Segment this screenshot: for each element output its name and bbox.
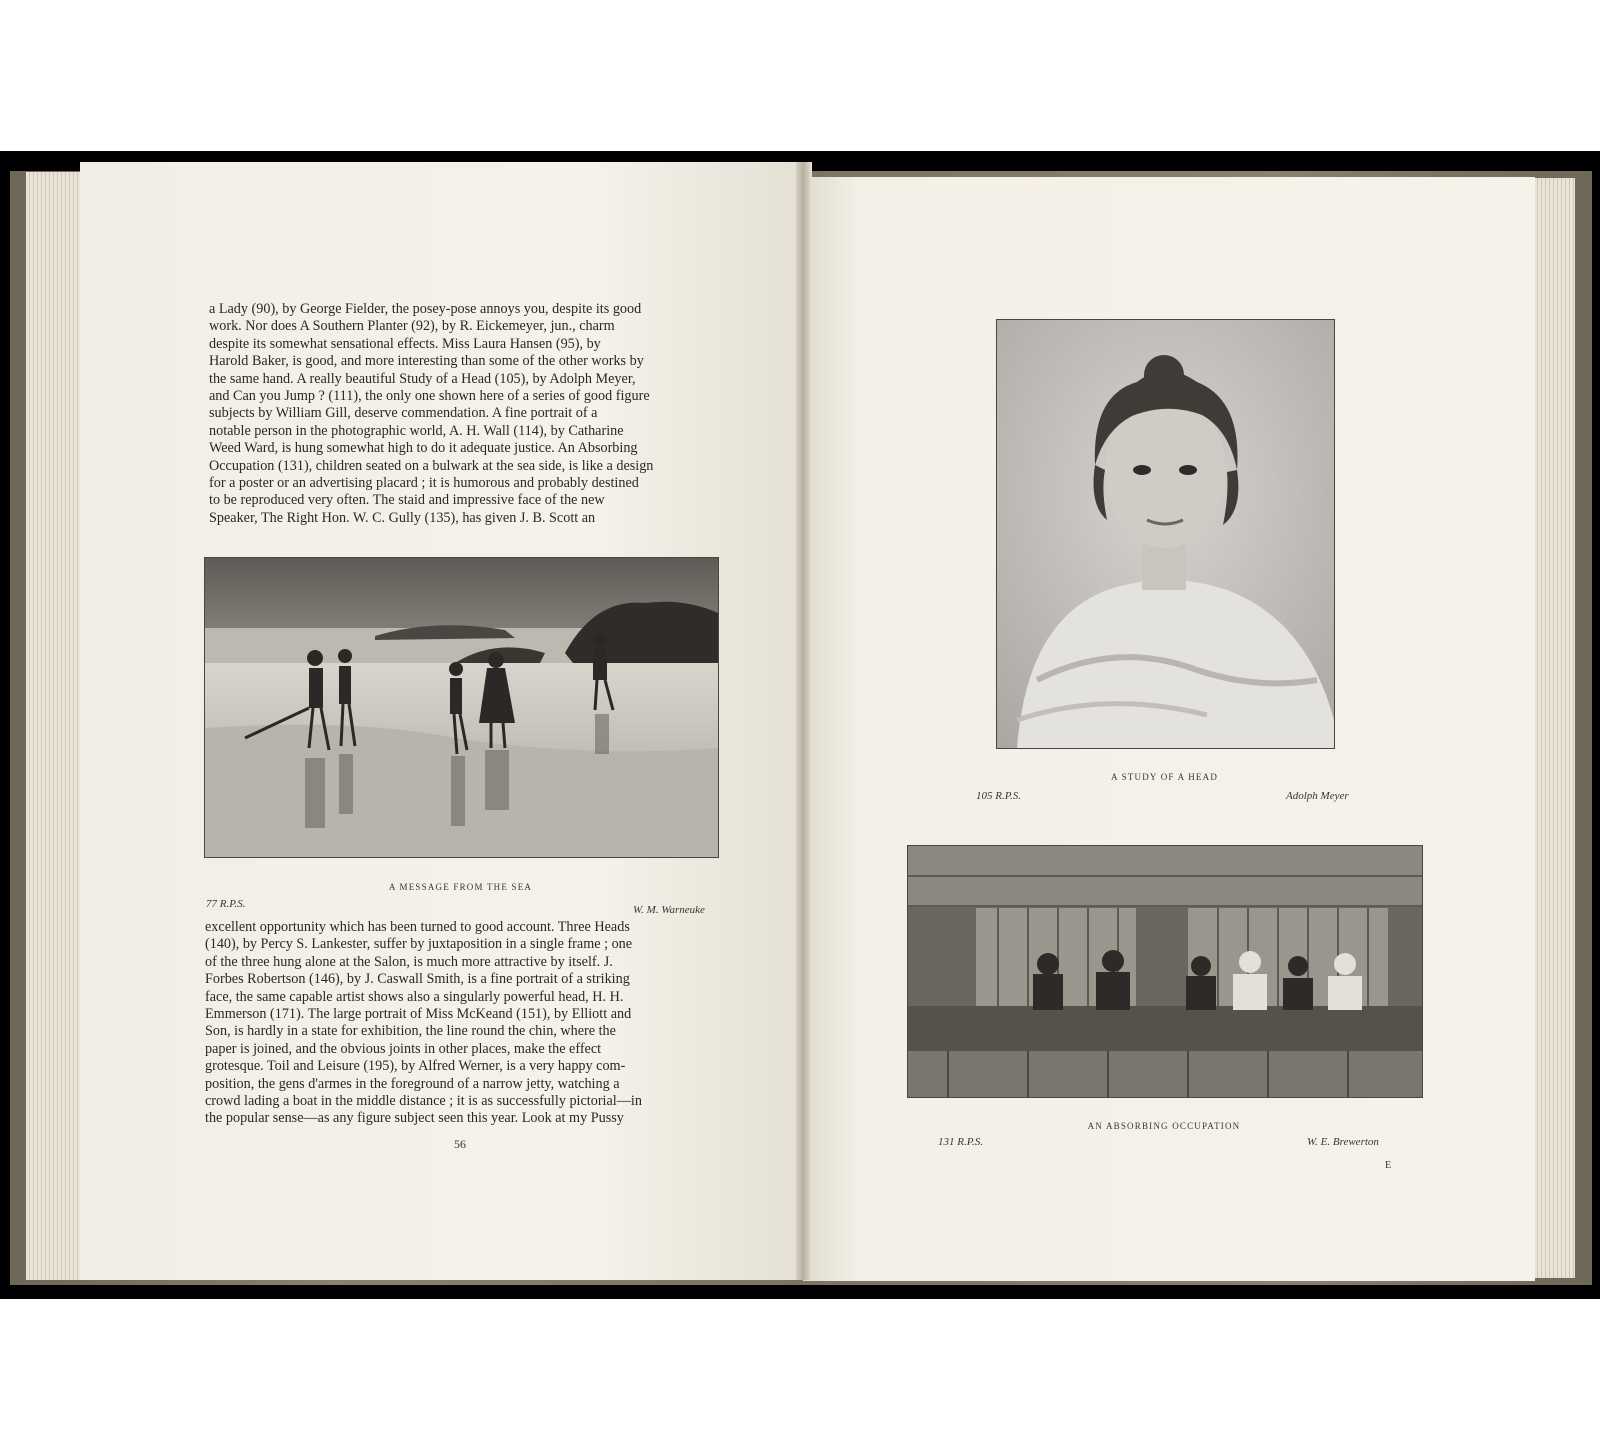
text-line: of the three hung alone at the Salon, is much more attractive by itself. J. (205, 953, 613, 970)
plate-title: A MESSAGE FROM THE SEA (388, 882, 533, 892)
signature-mark: E (1385, 1160, 1392, 1171)
text-line: despite its somewhat sensational effects. Miss Laura Hansen (95), by (209, 335, 601, 352)
text-line: Forbes Robertson (146), by J. Caswall Smith, is a fine portrait of a striking (205, 971, 630, 988)
plate-number: 105 R.P.S. (976, 790, 1022, 802)
text-block-top (209, 301, 723, 527)
text-line: Son, is hardly in a state for exhibition, the line round the chin, where the (205, 1023, 616, 1040)
text-line: notable person in the photographic world, A. H. Wall (114), by Catharine (209, 422, 624, 439)
text-line: face, the same capable artist shows also a singularly powerful head, H. H. (205, 988, 624, 1005)
text-line: a Lady (90), by George Fielder, the posey-pose annoys you, despite its good (209, 301, 642, 317)
page-edges-left (26, 172, 86, 1280)
page-number: 56 (454, 1137, 466, 1151)
text-line: the same hand. A really beautiful Study of a Head (105), by Adolph Meyer, (209, 370, 636, 387)
photo-message-from-the-sea (204, 557, 719, 858)
plate-author: W. M. Warneuke (633, 904, 705, 916)
text-line: Occupation (131), children seated on a bulwark at the sea side, is like a design (209, 457, 654, 474)
text-line: Speaker, The Right Hon. W. C. Gully (135), has given J. B. Scott an (209, 509, 596, 526)
text-line: position, the gens d'armes in the foreground of a narrow jetty, watching a (205, 1075, 620, 1092)
text-block-bottom (205, 919, 719, 1128)
plate-number: 131 R.P.S. (938, 1136, 984, 1148)
plate-title: A STUDY OF A HEAD (1110, 772, 1219, 782)
photo-an-absorbing-occupation (907, 845, 1423, 1098)
text-line: work. Nor does A Southern Planter (92), by R. Eickemeyer, jun., charm (209, 318, 615, 335)
text-line: crowd lading a boat in the middle distance ; it is as successfully pictorial—in (205, 1092, 642, 1109)
plate-number: 77 R.P.S. (206, 898, 246, 910)
text-line: Emmerson (171). The large portrait of Miss McKeand (151), by Elliott and (205, 1005, 632, 1022)
plate-author: W. E. Brewerton (1307, 1136, 1379, 1148)
book-gutter (796, 162, 810, 1280)
page-edges-right (1530, 178, 1575, 1278)
text-line: the popular sense—as any figure subject seen this year. Look at my Pussy (205, 1110, 624, 1127)
plate-title: AN ABSORBING OCCUPATION (1087, 1121, 1241, 1131)
text-line: paper is joined, and the obvious joints in other places, make the effect (205, 1040, 602, 1057)
text-line: subjects by William Gill, deserve commendation. A fine portrait of a (209, 405, 598, 422)
text-line: for a poster or an advertising placard ; it is humorous and probably destined (209, 474, 639, 491)
text-line: Harold Baker, is good, and more interesting than some of the other works by (209, 353, 644, 370)
text-line: to be reproduced very often. The staid and impressive face of the new (209, 492, 605, 509)
text-line: excellent opportunity which has been turned to good account. Three Heads (205, 919, 630, 935)
photo-study-of-a-head (996, 319, 1335, 749)
plate-author: Adolph Meyer (1286, 790, 1349, 802)
text-line: and Can you Jump ? (111), the only one shown here of a series of good figure (209, 387, 650, 404)
text-line: (140), by Percy S. Lankester, suffer by juxtaposition in a single frame ; one (205, 936, 633, 953)
text-line: Weed Ward, is hung somewhat high to do it adequate justice. An Absorbing (209, 440, 638, 457)
text-line: grotesque. Toil and Leisure (195), by Alfred Werner, is a very happy com- (205, 1058, 626, 1075)
